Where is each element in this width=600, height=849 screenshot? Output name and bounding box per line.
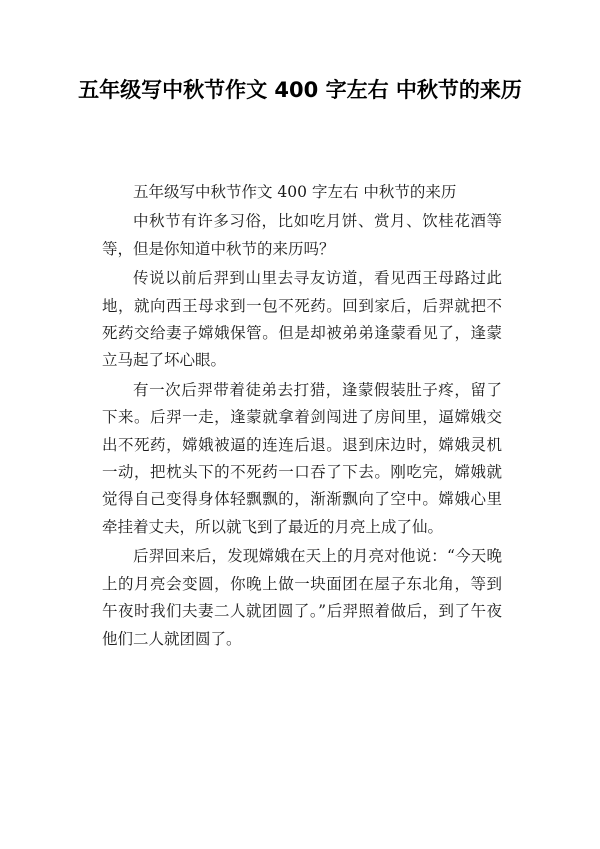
- paragraph: 传说以前后羿到山里去寻友访道，看见西王母路过此地，就向西王母求到一包不死药。回到家后，后羿就把不死药交给妻子嫦娥保管。但是却被弟弟逢蒙看见了，逢蒙立马起了坏心眼。: [102, 269, 502, 370]
- document-body: [102, 179, 502, 655]
- paragraph: 后羿回来后，发现嫦娥在天上的月亮对他说：“今天晚上的月亮会变圆，你晚上做一块面团在屋子东北角，等到午夜时我们夫妻二人就团圆了。”后羿照着做后，到了午夜他们二人就团圆了。: [102, 547, 502, 648]
- paragraph-heading: 五年级写中秋节作文 400 字左右 中秋节的来历: [133, 183, 457, 201]
- document-title: 五年级写中秋节作文 400 字左右 中秋节的来历: [78, 78, 522, 102]
- paragraph: 中秋节有许多习俗，比如吃月饼、赏月、饮桂花酒等等，但是你知道中秋节的来历吗？: [102, 212, 502, 258]
- paragraph: 有一次后羿带着徒弟去打猎，逢蒙假装肚子疼，留了下来。后羿一走，逢蒙就拿着剑闯进了房间里，逼嫦娥交出不死药，嫦娥被逼的连连后退。退到床边时，嫦娥灵机一动，把枕头下的不死药一口吞了下去。刚吃完，嫦娥就觉得自己变得身体轻飘飘的，渐渐飘向了空中。嫦娥心里牵挂着丈夫，所以就飞到了最近的月亮上成了仙。: [102, 380, 502, 536]
